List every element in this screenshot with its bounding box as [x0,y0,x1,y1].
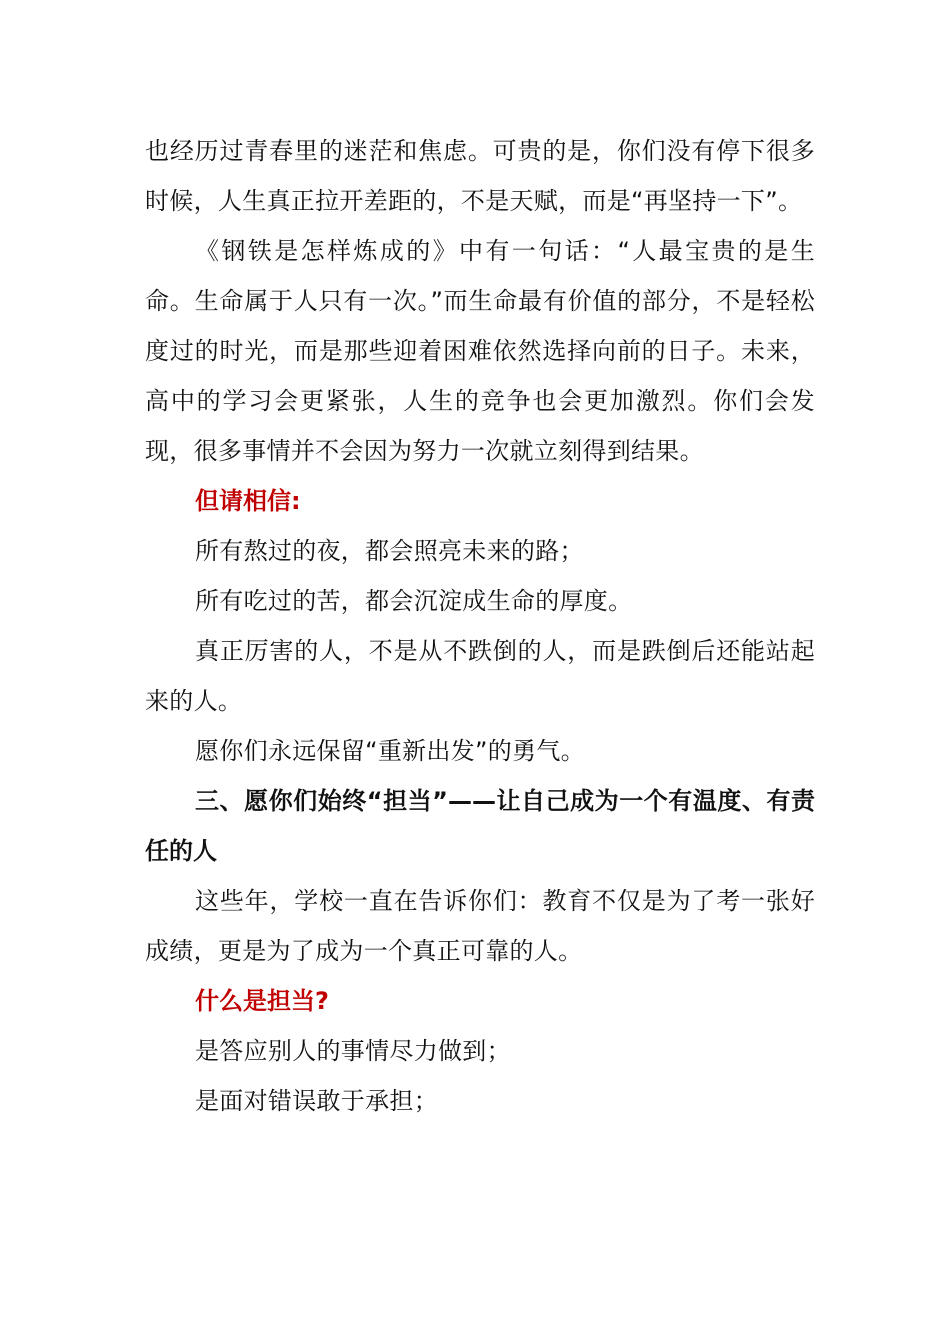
paragraph-courage: 愿你们永远保留“重新出发”的勇气。 [195,737,585,765]
paragraph-quote-steel: 《钢铁是怎样炼成的》中有一句话：“人最宝贵的是生命。生命属于人只有一次。”而生命最有价值的部分，不是轻松度过的时光，而是那些迎着困难依然选择向前的日子。未来，高中的学习会更紧张，人生的竞争也会更加激烈。你们会发现，很多事情并不会因为努力一次就立刻得到结果。 [145,237,815,465]
subheading-what-is-responsibility: 什么是担当? [195,987,329,1015]
paragraph-promise: 是答应别人的事情尽力做到； [195,1037,511,1065]
document-body [145,126,815,1126]
paragraph-nights: 所有熬过的夜，都会照亮未来的路； [195,537,584,565]
paragraph-continuation: 也经历过青春里的迷茫和焦虑。可贵的是，你们没有停下很多时候，人生真正拉开差距的，不是天赋，而是“再坚持一下”。 [145,137,815,215]
section-heading-responsibility: 三、愿你们始终“担当”——让自己成为一个有温度、有责任的人 [145,787,815,865]
paragraph-school-teaching: 这些年，学校一直在告诉你们：教育不仅是为了考一张好成绩，更是为了成为一个真正可靠的人。 [145,887,815,965]
paragraph-bitterness: 所有吃过的苦，都会沉淀成生命的厚度。 [195,587,633,615]
paragraph-mistakes: 是面对错误敢于承担； [195,1087,438,1115]
paragraph-stand-up: 真正厉害的人，不是从不跌倒的人，而是跌倒后还能站起来的人。 [145,637,815,715]
subheading-please-believe: 但请相信: [195,487,301,515]
